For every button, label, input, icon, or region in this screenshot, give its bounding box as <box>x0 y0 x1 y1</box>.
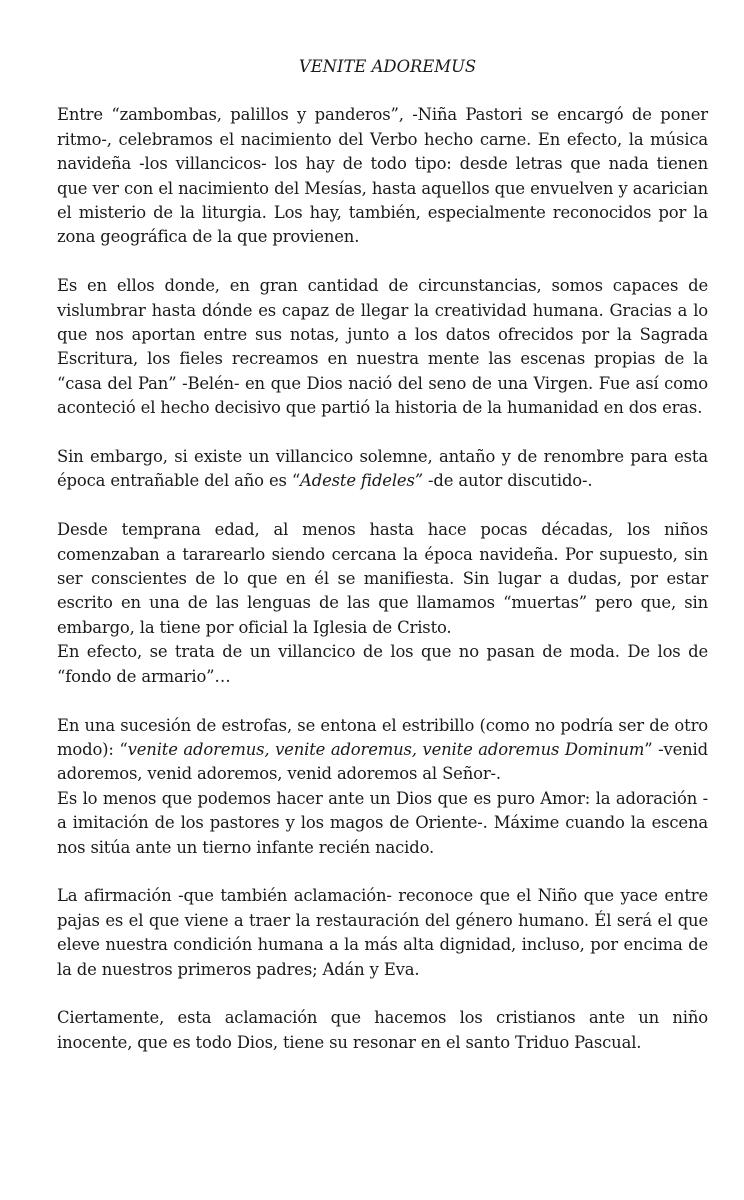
paragraph-5: En efecto, se trata de un villancico de los que no pasan de moda. De los de “fondo de armario”… <box>57 642 708 686</box>
paragraph-6-text-start: En una sucesión de estrofas, se entona el estribillo (como no podría ser de otro modo): “ <box>57 715 708 759</box>
paragraph-6 <box>57 714 708 787</box>
paragraph-3-text-start: Sin embargo, si existe un villancico solemne, antaño y de renombre para esta época entrañable del año es “ <box>57 447 708 491</box>
paragraph-9: Ciertamente, esta aclamación que hacemos los cristianos ante un niño inocente, que es todo Dios, tiene su resonar en el santo Triduo Pascual. <box>57 1008 708 1052</box>
paragraph-1: Entre “zambombas, palillos y panderos”, -Niña Pastori se encargó de poner ritmo-, celebramos el nacimiento del Verbo hecho carne. En efecto, la música navideña -los villancicos- los hay de todo tipo: desde letras que nada tienen que ver con el nacimiento del Mesías, hasta aquellos que envuelven y acarician el misterio de la liturgia. Los hay, también, especialmente reconocidos por la zona geográfica de la que provienen. <box>57 105 708 247</box>
paragraph-4: Desde temprana edad, al menos hasta hace pocas décadas, los niños comenzaban a tararearlo siendo cercana la época navideña. Por supuesto, sin ser conscientes de lo que en él se manifiesta. Sin lugar a dudas, por estar escrito en una de las lenguas de las que llamamos “muertas” pero que, sin embargo, la tiene por oficial la Iglesia de Cristo. <box>57 520 708 637</box>
paragraph-gap <box>57 982 708 1006</box>
document-title: VENITE ADOREMUS <box>298 57 477 76</box>
paragraph-3 <box>57 445 708 494</box>
paragraph-gap <box>57 494 708 518</box>
paragraph-8: La afirmación -que también aclamación- reconoce que el Niño que yace entre pajas es el que viene a traer la restauración del género humano. Él será el que eleve nuestra condición humana a la más alta dignidad, incluso, por encima de la de nuestros primeros padres; Adán y Eva. <box>57 886 708 979</box>
paragraph-6-text-end: ” -venid adoremos, venid adoremos, venid adoremos al Señor-. <box>57 739 708 784</box>
paragraph-gap <box>57 250 708 274</box>
paragraph-6-italic-latin: venite adoremus, venite adoremus, venite adoremus Dominum <box>127 739 645 759</box>
paragraph-3-italic-title: Adeste fideles” <box>300 471 423 491</box>
paragraph-2: Es en ellos donde, en gran cantidad de circunstancias, somos capaces de vislumbrar hasta dónde es capaz de llegar la creatividad humana. Gracias a lo que nos aportan entre sus notas, junto a los datos ofrecidos por la Sagrada Escritura, los fieles recreamos en nuestra mente las escenas propias de la “casa del Pan” -Belén- en que Dios nació del seno de una Virgen. Fue así como aconteció el hecho decisivo que partió la historia de la humanidad en dos eras. <box>57 276 708 418</box>
paragraph-gap <box>57 689 708 713</box>
paragraph-7: Es lo menos que podemos hacer ante un Dios que es puro Amor: la adoración -a imitación de los pastores y los magos de Oriente-. Máxime cuando la escena nos sitúa ante un tierno infante recién nacido. <box>57 788 708 857</box>
paragraph-3-text-end: -de autor discutido-. <box>422 471 593 491</box>
document-page <box>57 55 708 1055</box>
paragraph-gap <box>57 421 708 445</box>
paragraph-gap <box>57 860 708 884</box>
